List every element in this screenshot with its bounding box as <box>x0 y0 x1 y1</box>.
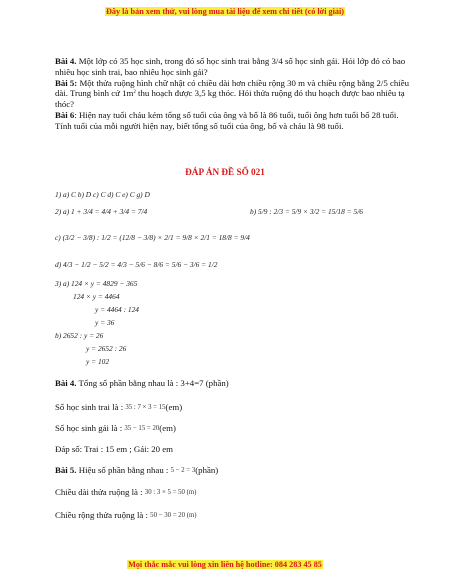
problem-4-label: Bài 4. <box>55 56 77 66</box>
answer-5-unit: (phần) <box>195 465 219 475</box>
answer-4-boys <box>55 402 182 412</box>
answer-5-diff <box>55 465 218 475</box>
problem-5-text-a: Một thửa ruộng hình chữ nhật có chiều dài hơn chiều rộng 30 m và chiều rộng bằng 2/5 chiều dài. Trung bình cứ 1m <box>55 77 410 99</box>
answer-key-title: ĐÁP ÁN ĐỀ SỐ 021 <box>185 167 265 177</box>
width-calc: 50 − 30 = 20 (m) <box>150 512 197 519</box>
width-label: Chiều rộng thửa ruộng là : <box>55 510 151 520</box>
boys-label: Số học sinh trai là : <box>55 402 126 412</box>
problem-6 <box>55 110 410 132</box>
girls-unit: (em) <box>159 423 176 433</box>
problem-statements <box>55 56 410 132</box>
problem-4 <box>55 56 410 78</box>
problem-5-label: Bài 5: <box>55 77 78 88</box>
answer-5-length <box>55 487 196 497</box>
answer-4-sum-text: Tổng số phần bằng nhau là : 3+4=7 (phần) <box>76 378 229 388</box>
answer-4-sum <box>55 378 229 388</box>
answer-4-result: Đáp số: Trai : 15 em ; Gái: 20 em <box>55 444 174 454</box>
answer-line-3: c) (3/2 − 3/8) : 1/2 = (12/8 − 3/8) × 2/1 = 9/8 × 2/1 = 18/8 = 9/4 <box>55 233 250 242</box>
answer-line-2b: b) 5/9 : 2/3 = 5/9 × 3/2 = 15/18 = 5/6 <box>250 207 363 216</box>
answer-5-label: Bài 5. <box>55 465 77 475</box>
problem-6-label: Bài 6 <box>55 109 75 120</box>
answer-5-diff-text: Hiệu số phần bằng nhau : <box>76 465 171 475</box>
girls-calc: 35 − 15 = 20 <box>124 425 160 432</box>
answer-line-4: d) 4/3 − 1/2 − 5/2 = 4/3 − 5/6 − 8/6 = 5/6 − 3/6 = 1/2 <box>55 260 218 269</box>
length-calc: 30 : 3 × 5 = 50 (m) <box>144 489 197 496</box>
problem-5-superscript: 2 <box>133 90 136 96</box>
answer-line-8: y = 36 <box>95 318 115 327</box>
boys-unit: (em) <box>165 402 183 412</box>
answer-line-1: 1) a) C b) D c) C d) C e) C g) D <box>55 190 150 199</box>
hotline-banner <box>0 560 450 569</box>
answer-line-5: 3) a) 124 × y = 4829 − 365 <box>55 279 138 288</box>
answer-5-calc: 5 − 2 = 3 <box>170 467 196 474</box>
answer-line-11: y = 102 <box>86 357 110 366</box>
problem-5 <box>55 78 410 110</box>
answer-4-label: Bài 4. <box>55 378 77 388</box>
answer-line-10: y = 2652 : 26 <box>86 344 127 353</box>
problem-6-text: : Hiện nay tuổi cháu kém tổng số tuổi của ông và bố là 86 tuổi, tuổi ông hơn tuổi bố 28 tuổi. Tính tuổi của mỗi người hiện nay, biết tổng số tuổi của ông, bố và cháu là 98 tuổi. <box>55 109 399 131</box>
answer-line-2a: 2) a) 1 + 3/4 = 4/4 + 3/4 = 7/4 <box>55 207 148 216</box>
answer-line-9: b) 2652 : y = 26 <box>55 331 104 340</box>
hotline-text: Mọi thắc mắc vui lòng xin liên hệ hotline: 084 283 45 85 <box>128 560 322 569</box>
preview-notice-banner <box>0 7 450 16</box>
answer-4-girls <box>55 423 176 433</box>
answer-line-7: y = 4464 : 124 <box>95 305 139 314</box>
problem-4-text: Một lớp có 35 học sinh, trong đó số học sinh trai bằng 3/4 số học sinh gái. Hỏi lớp đó có bao nhiêu học sinh trai, bao nhiêu học sinh gái? <box>55 56 406 77</box>
preview-notice-text: Đây là bản xem thử, vui lòng mua tài liệu để xem chi tiết (có lời giải) <box>105 7 344 16</box>
boys-calc: 35 : 7 × 3 = 15 <box>125 404 166 411</box>
problem-5-text-b: thu hoạch được 3,5 kg thóc. Hỏi thửa ruộng đó thu hoạch được bao nhiêu tạ thóc? <box>55 88 405 110</box>
answer-5-width <box>55 510 197 520</box>
girls-label: Số học sinh gái là : <box>55 423 125 433</box>
answer-line-6: 124 × y = 4464 <box>73 292 120 301</box>
length-label: Chiều dài thửa ruộng là : <box>55 487 145 497</box>
